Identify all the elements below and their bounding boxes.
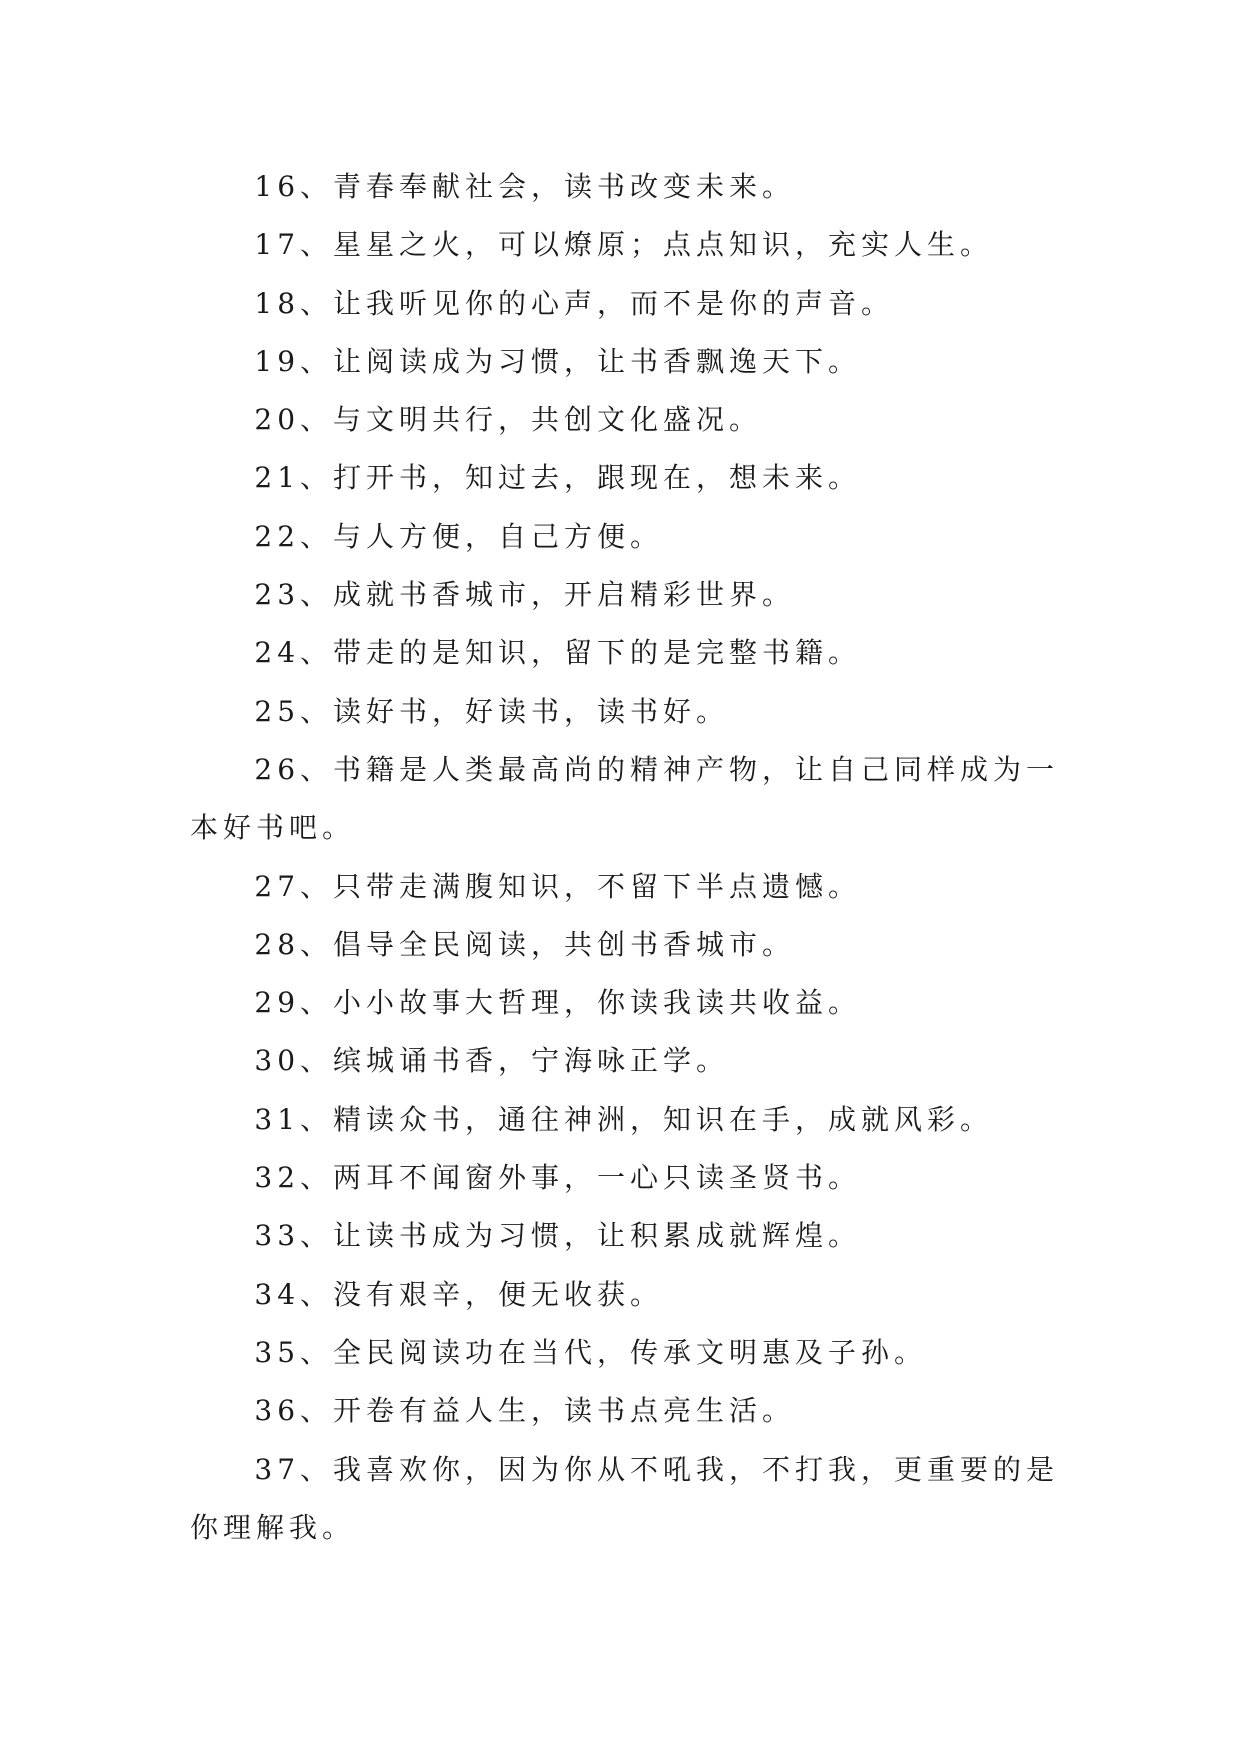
list-item: 34、没有艰辛，便无收获。 [254,1277,664,1311]
list-item: 30、缤城诵书香，宁海咏正学。 [254,1044,730,1078]
list-item: 33、让读书成为习惯，让积累成就辉煌。 [254,1219,862,1253]
list-item: 25、读好书，好读书，读书好。 [254,694,730,728]
list-item: 20、与文明共行，共创文化盛况。 [254,403,763,437]
list-item: 21、打开书，知过去，跟现在，想未来。 [254,461,862,495]
list-item: 26、书籍是人类最高尚的精神产物，让自己同样成为一本好书吧。 [190,752,1060,845]
list-item: 28、倡导全民阅读，共创书香城市。 [254,927,796,961]
list-item: 31、精读众书，通往神洲，知识在手，成就风彩。 [254,1102,994,1136]
list-item: 17、星星之火，可以燎原；点点知识，充实人生。 [254,228,994,262]
list-item: 24、带走的是知识，留下的是完整书籍。 [254,636,862,670]
list-item: 35、全民阅读功在当代，传承文明惠及子孙。 [254,1335,928,1369]
list-item: 23、成就书香城市，开启精彩世界。 [254,578,796,612]
list-item: 36、开卷有益人生，读书点亮生活。 [254,1394,796,1428]
list-item: 16、青春奉献社会，读书改变未来。 [254,170,796,203]
list-item: 18、让我听见你的心声，而不是你的声音。 [254,286,895,320]
list-item: 27、只带走满腹知识，不留下半点遗憾。 [254,869,862,903]
list-item: 32、两耳不闻窗外事，一心只读圣贤书。 [254,1161,862,1195]
list-item: 29、小小故事大哲理，你读我读共收益。 [254,986,862,1020]
list-item: 22、与人方便，自己方便。 [254,519,664,553]
list-item: 37、我喜欢你，因为你从不吼我，不打我，更重要的是你理解我。 [190,1452,1060,1544]
slogan-list [190,158,1070,1557]
list-item: 19、让阅读成为习惯，让书香飘逸天下。 [254,344,862,378]
